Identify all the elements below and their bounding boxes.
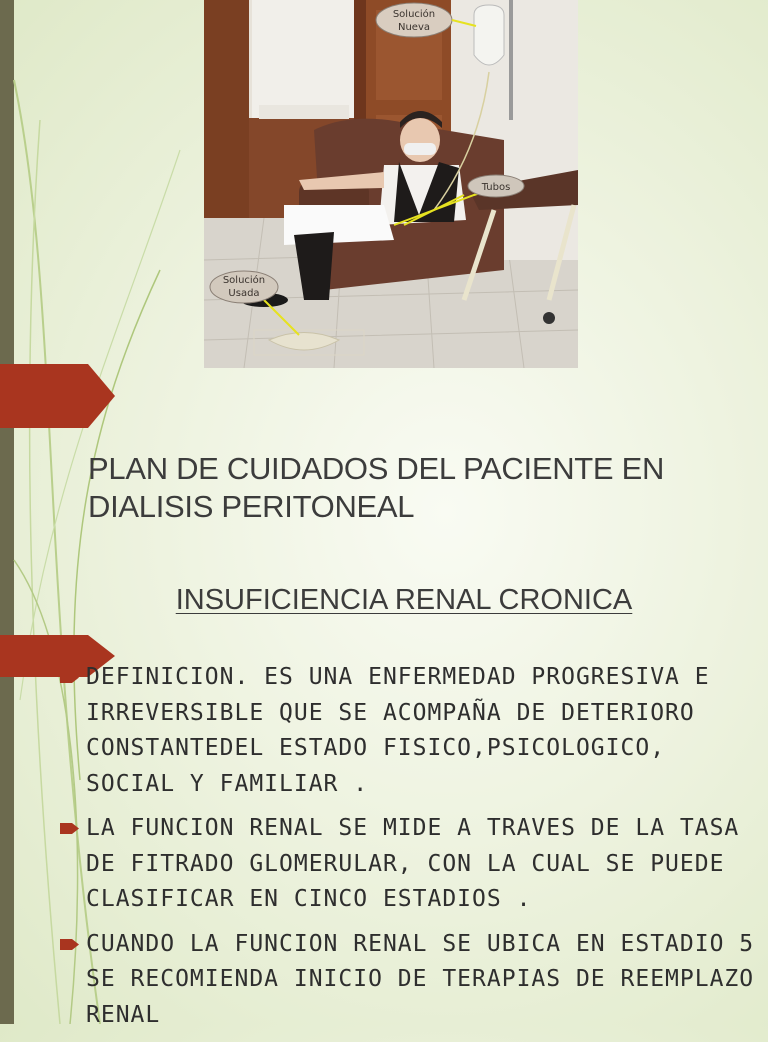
bullet-text: CUANDO LA FUNCION RENAL SE UBICA EN ESTADIO 5 SE RECOMIENDA INICIO DE TERAPIAS DE REEMPLAZO RENAL: [86, 930, 755, 1028]
subtitle-text: INSUFICIENCIA RENAL CRONICA: [175, 584, 633, 616]
label-tubes: Tubos: [481, 182, 511, 193]
dialysis-photo: [204, 0, 578, 368]
label-used-solution-1: Solución: [222, 275, 266, 286]
slide-title: PLAN DE CUIDADOS DEL PACIENTE EN DIALISIS PERITONEAL: [88, 451, 665, 524]
bullet-item: [60, 811, 760, 918]
bullet-arrow-icon: [60, 671, 80, 684]
bullet-arrow-icon: [60, 938, 80, 951]
bullet-arrow-icon: [60, 822, 80, 835]
label-new-solution-1: Solución: [392, 9, 436, 20]
bullet-text: LA FUNCION RENAL SE MIDE A TRAVES DE LA TASA DE FITRADO GLOMERULAR, CON LA CUAL SE PUEDE CLASIFICAR EN CINCO ESTADIOS .: [86, 815, 740, 912]
bullet-item: [60, 660, 760, 802]
bullet-list: [60, 660, 760, 1042]
slide-subtitle: [0, 584, 768, 617]
label-used-solution-2: Usada: [228, 288, 260, 299]
label-new-solution-2: Nueva: [397, 22, 431, 33]
bullet-text: DEFINICION. ES UNA ENFERMEDAD PROGRESIVA E IRREVERSIBLE QUE SE ACOMPAÑA DE DETERIORO CONSTANTEDEL ESTADO FISICO,PSICOLOGICO, SOCIAL Y FAMILIAR .: [86, 664, 710, 797]
bullet-item: [60, 927, 760, 1034]
